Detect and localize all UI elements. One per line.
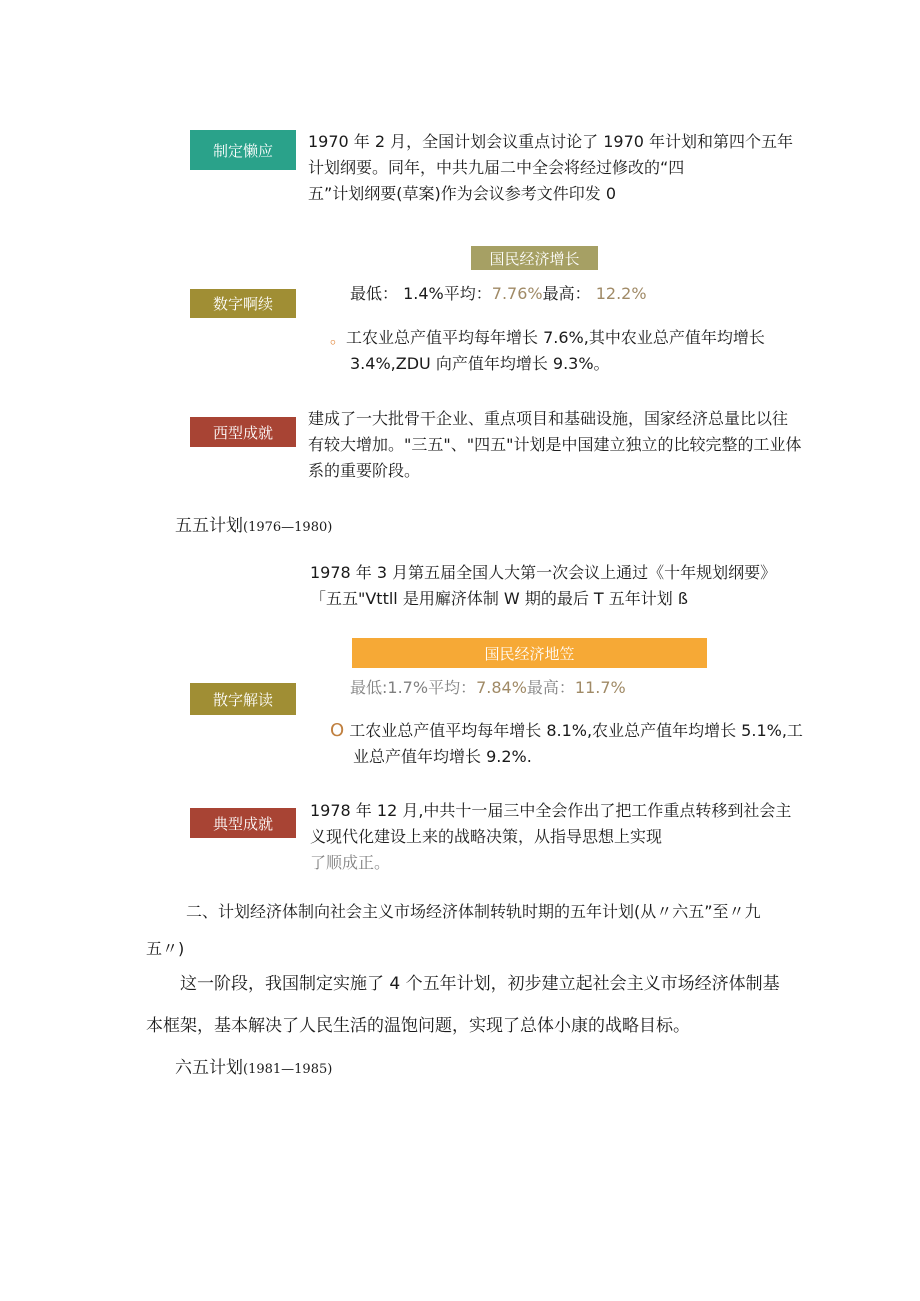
achievement-line: 义现代化建设上来的战略决策，从指导思想上实现	[310, 827, 663, 846]
banner-economic-index: 国民经济地笠	[352, 638, 707, 668]
intro-paragraph	[180, 963, 780, 1005]
paragraph-line: 本框架，基本解决了人民生活的温饱问题，实现了总体小康的战略目标。	[146, 1016, 690, 1036]
part2-title-cont: 五〃)	[146, 939, 185, 958]
stat-avg-label: 平均：	[428, 678, 477, 697]
stat-avg-label: 平均：	[443, 284, 492, 303]
heading-sixth-plan: 六五计划(1981—1985)	[175, 1058, 333, 1078]
stat-low-label: 最低:	[350, 678, 388, 697]
stat-high-label: 最高：	[542, 284, 591, 303]
detail-line: 业总产值年均增长 9.2%.	[353, 747, 532, 766]
heading-years: (1981—1985)	[243, 1062, 333, 1077]
stat-high-label: 最高：	[526, 678, 575, 697]
part2-title	[186, 900, 761, 924]
achievement-line: 了顺成正。	[310, 853, 391, 872]
achievement-line: 1978 年 12 月,中共十一届三中全会作出了把工作重点转移到社会主	[310, 801, 792, 820]
intro-paragraph-cont	[146, 1005, 690, 1047]
plan-line: 五”计划纲要(草案)作为会议参考文件印发 0	[308, 184, 617, 203]
achievement-line: 系的重要阶段。	[308, 461, 421, 480]
stat-high: 12.2%	[595, 284, 647, 303]
growth-stats	[350, 281, 647, 304]
achievement-text	[308, 406, 801, 484]
tag-numbers: 数字啊续	[190, 289, 296, 318]
detail-text-2	[330, 718, 803, 770]
tag-plan-formulation: 制定懒应	[190, 130, 296, 170]
tag-numbers-2: 散字解读	[190, 683, 296, 715]
achievement-line: 有较大增加。"三五"、"四五"计划是中国建立独立的比较完整的工业体	[308, 435, 802, 454]
stat-low: 1.4%	[403, 284, 444, 303]
stat-avg: 7.84%	[476, 678, 527, 697]
heading-years: (1976—1980)	[243, 520, 333, 535]
bullet: O	[330, 720, 345, 741]
stat-high: 11.7%	[574, 678, 626, 697]
tag-achievement-2: 典型成就	[190, 808, 296, 838]
paragraph-line: 这一阶段，我国制定实施了 4 个五年计划，初步建立起社会主义市场经济体制基	[180, 974, 780, 994]
growth-stats-2	[350, 675, 626, 698]
plan-line: 计划纲要。同年，中共九届二中全会将经过修改的“四	[308, 158, 685, 177]
plan-line: 「五五"Vttll 是用廨济体制 W 期的最后 T 五年计划 ß	[310, 589, 688, 608]
heading-fifth-plan: 五五计划(1976—1980)	[175, 516, 333, 536]
achievement-line: 建成了一大批骨干企业、重点项目和基础设施，国家经济总量比以往	[308, 409, 789, 428]
detail-line: 3.4%,ZDU 向产值年均增长 9.3%。	[350, 354, 610, 373]
stat-low: 1.7%	[387, 678, 429, 697]
plan-line: 1978 年 3 月第五届全国人大第一次会议上通过《十年规划纲要》	[310, 563, 777, 582]
detail-text	[330, 325, 765, 377]
achievement-text-2	[310, 798, 791, 876]
plan-text-1978	[310, 560, 776, 612]
detail-line: 工农业总产值平均每年增长 7.6%,其中农业总产值年均增长	[346, 328, 765, 347]
stat-avg: 7.76%	[491, 284, 543, 303]
detail-line: 工农业总产值平均每年增长 8.1%,农业总产值年均增长 5.1%,工	[349, 721, 803, 740]
bullet: 。	[330, 328, 347, 347]
stat-low-label: 最低：	[350, 284, 399, 303]
plan-line: 1970 年 2 月，全国计划会议重点讨论了 1970 年计划和第四个五年	[308, 132, 794, 151]
banner-economic-growth: 国民经济增长	[471, 246, 598, 270]
part2-title-line: 二、计划经济体制向社会主义市场经济体制转轨时期的五年计划(从〃六五”至〃九	[186, 902, 761, 921]
tag-achievement: 西型成就	[190, 417, 296, 447]
plan-text-1970	[308, 129, 793, 207]
